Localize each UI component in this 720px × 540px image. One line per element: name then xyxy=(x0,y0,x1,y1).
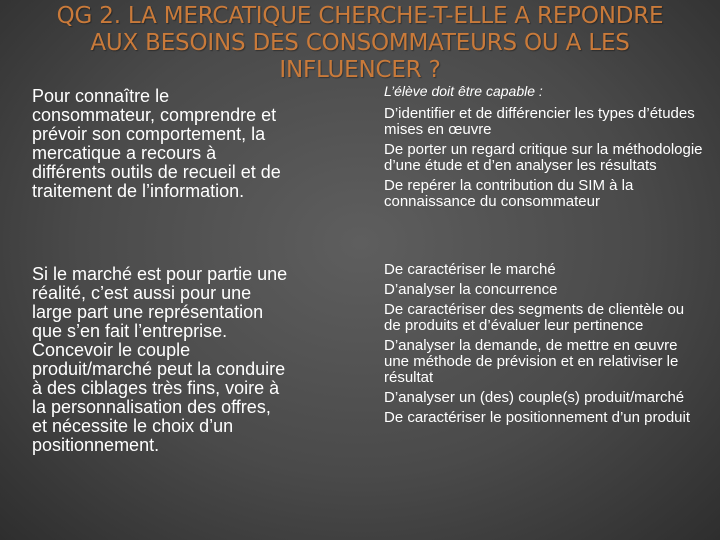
left-top-line: différents outils de recueil et de xyxy=(32,162,281,182)
left-top-line: traitement de l’information. xyxy=(32,181,245,201)
skill-item: De porter un regard critique sur la méthodologie d’une étude et d’en analyser les résultats xyxy=(384,141,703,174)
left-paragraph-bottom xyxy=(32,265,362,455)
title-line-3: INFLUENCER ? xyxy=(279,57,441,83)
left-paragraph-top xyxy=(32,87,362,201)
left-bottom-line: réalité, c’est aussi pour une xyxy=(32,283,252,303)
skills-list-top xyxy=(384,83,704,210)
skill-item: De caractériser des segments de clientèle ou de produits et d’évaluer leur pertinence xyxy=(384,301,685,334)
left-bottom-line: à des ciblages très fins, voire à xyxy=(32,378,280,398)
skill-item: De repérer la contribution du SIM à la connaissance du consommateur xyxy=(384,177,634,210)
skill-item: De caractériser le positionnement d’un produit xyxy=(384,409,690,426)
skills-list-bottom xyxy=(384,262,704,426)
title-line-1: QG 2. LA MERCATIQUE CHERCHE-T-ELLE A REPONDRE xyxy=(56,3,664,29)
title-line-2: AUX BESOINS DES CONSOMMATEURS OU A LES xyxy=(90,30,630,56)
left-top-line: consommateur, comprendre et xyxy=(32,105,277,125)
left-bottom-line: positionnement. xyxy=(32,435,160,455)
skill-item: D’analyser la concurrence xyxy=(384,281,558,298)
left-top-line: mercatique a recours à xyxy=(32,143,217,163)
skill-item: D’identifier et de différencier les types d’études mises en œuvre xyxy=(384,105,695,138)
slide-title xyxy=(0,3,720,84)
left-top-line: Pour connaître le xyxy=(32,86,170,106)
left-bottom-line: la personnalisation des offres, xyxy=(32,397,271,417)
left-bottom-line: Concevoir le couple xyxy=(32,340,191,360)
skill-item: D’analyser un (des) couple(s) produit/marché xyxy=(384,389,685,406)
left-bottom-line: et nécessite le choix d’un xyxy=(32,416,234,436)
left-bottom-line: produit/marché peut la conduire xyxy=(32,359,286,379)
left-bottom-line: Si le marché est pour partie une xyxy=(32,264,288,284)
left-bottom-line: que s’en fait l’entreprise. xyxy=(32,321,228,341)
skill-item: D’analyser la demande, de mettre en œuvre une méthode de prévision et en relativiser le résultat xyxy=(384,337,679,386)
left-bottom-line: large part une représentation xyxy=(32,302,264,322)
left-top-line: prévoir son comportement, la xyxy=(32,124,266,144)
skill-item: De caractériser le marché xyxy=(384,261,556,278)
skills-heading: L’élève doit être capable : xyxy=(384,83,543,99)
